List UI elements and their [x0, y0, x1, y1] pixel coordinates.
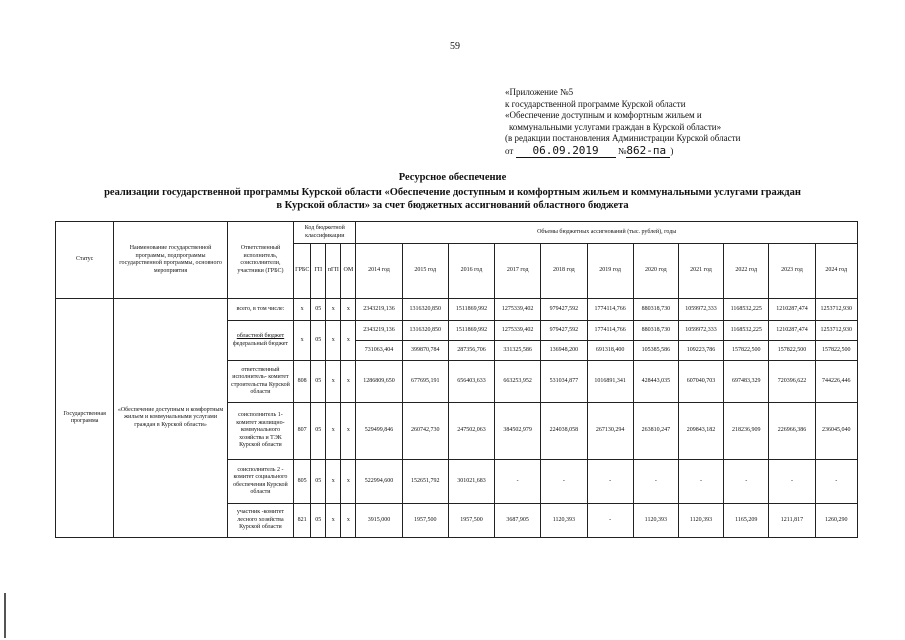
value-cell: - [633, 460, 678, 504]
code-cell: х [341, 460, 356, 504]
value-cell: 157822,500 [724, 341, 769, 361]
value-cell: 1774114,766 [587, 321, 633, 341]
value-cell: 720396,622 [769, 361, 815, 403]
header-codes: Код бюджетной классификации [294, 222, 356, 244]
header-executor: Ответственный исполнитель, соисполнители, участники (ГРБС) [227, 222, 293, 299]
value-cell: - [769, 460, 815, 504]
value-cell: 531034,877 [541, 361, 587, 403]
code-cell: 05 [311, 504, 326, 538]
code-cell: х [341, 361, 356, 403]
value-cell: 1210287,474 [769, 321, 815, 341]
value-cell: 880318,730 [633, 321, 678, 341]
resource-table [55, 221, 858, 538]
header-year: 2019 год [587, 244, 633, 299]
value-cell: 1168532,225 [724, 321, 769, 341]
value-cell: 301021,683 [448, 460, 494, 504]
status-cell: Государственная программа [56, 299, 114, 538]
value-cell: 236045,040 [815, 403, 857, 460]
value-cell: 1253712,930 [815, 299, 857, 321]
table-row [56, 299, 858, 321]
value-cell: 522994,600 [356, 460, 402, 504]
resolution-stamp [505, 145, 673, 158]
page-number: 59 [450, 41, 460, 52]
executor-cell [227, 321, 293, 361]
appendix-line: коммунальными услугами граждан в Курской области» [509, 121, 722, 132]
executor-cell: соисполнитель 2 - комитет социального обеспечения Курской области [227, 460, 293, 504]
value-cell: 1211,817 [769, 504, 815, 538]
value-cell: 731063,404 [356, 341, 402, 361]
value-cell: - [678, 460, 723, 504]
code-cell: 05 [311, 299, 326, 321]
code-cell: х [341, 321, 356, 361]
value-cell: 105385,586 [633, 341, 678, 361]
budget-federal-label: федеральный бюджет [232, 340, 289, 347]
code-cell: 821 [294, 504, 311, 538]
executor-cell: соисполнитель 1- комитет жилищно- коммунального хозяйства и ТЭК Курской области [227, 403, 293, 460]
header-status: Статус [56, 222, 114, 299]
value-cell: 663253,952 [495, 361, 541, 403]
code-cell: х [326, 361, 341, 403]
value-cell: 656403,633 [448, 361, 494, 403]
value-cell: 260742,730 [402, 403, 448, 460]
resolution-number: 862-па [626, 145, 670, 158]
value-cell: 1059972,333 [678, 321, 723, 341]
executor-cell: всего, в том числе: [227, 299, 293, 321]
value-cell: 2343219,136 [356, 299, 402, 321]
value-cell: 226966,386 [769, 403, 815, 460]
header-grbs: ГРБС [294, 244, 311, 299]
value-cell: 287356,706 [448, 341, 494, 361]
header-year: 2016 год [448, 244, 494, 299]
value-cell: 1120,393 [541, 504, 587, 538]
header-volumes: Объемы бюджетных ассигнований (тыс. рублей), годы [356, 222, 858, 244]
appendix-line: к государственной программе Курской области [505, 98, 686, 109]
code-cell: х [326, 321, 341, 361]
value-cell: 1165,209 [724, 504, 769, 538]
value-cell: 1210287,474 [769, 299, 815, 321]
value-cell: - [815, 460, 857, 504]
value-cell: 157822,500 [815, 341, 857, 361]
value-cell: 880318,730 [633, 299, 678, 321]
close-paren: ) [670, 146, 674, 156]
header-pgp: пГП [326, 244, 341, 299]
value-cell: 136948,200 [541, 341, 587, 361]
value-cell: 224038,058 [541, 403, 587, 460]
code-cell: 05 [311, 361, 326, 403]
executor-cell: участник -комитет лесного хозяйства Курской области [227, 504, 293, 538]
header-year: 2014 год [356, 244, 402, 299]
value-cell: 2343219,136 [356, 321, 402, 341]
header-year: 2021 год [678, 244, 723, 299]
value-cell: 1316320,850 [402, 299, 448, 321]
value-cell: 209843,182 [678, 403, 723, 460]
value-cell: 1774114,766 [587, 299, 633, 321]
value-cell: 1120,393 [678, 504, 723, 538]
header-year: 2020 год [633, 244, 678, 299]
value-cell: - [724, 460, 769, 504]
code-cell: х [326, 460, 341, 504]
value-cell: 218236,909 [724, 403, 769, 460]
value-cell: 1511869,992 [448, 299, 494, 321]
header-gp: ГП [311, 244, 326, 299]
value-cell: 1016891,341 [587, 361, 633, 403]
appendix-block [505, 87, 741, 157]
value-cell: 1275339,402 [495, 299, 541, 321]
value-cell: 384502,979 [495, 403, 541, 460]
header-year: 2015 год [402, 244, 448, 299]
resolution-date: 06.09.2019 [516, 145, 616, 158]
value-cell: 263810,247 [633, 403, 678, 460]
value-cell: 529499,846 [356, 403, 402, 460]
value-cell: 1120,393 [633, 504, 678, 538]
value-cell: - [495, 460, 541, 504]
header-year: 2023 год [769, 244, 815, 299]
budget-regional-label: областной бюджет [236, 333, 285, 339]
value-cell: 152651,792 [402, 460, 448, 504]
value-cell: - [587, 504, 633, 538]
value-cell: 979427,592 [541, 299, 587, 321]
code-cell: х [326, 504, 341, 538]
code-cell: х [294, 299, 311, 321]
value-cell: 744226,446 [815, 361, 857, 403]
document-subtitle [30, 186, 875, 212]
program-name-cell: «Обеспечение доступным и комфортным жильем и коммунальными услугами граждан в Курской области» [114, 299, 228, 538]
code-cell: х [294, 321, 311, 361]
value-cell: 157822,500 [769, 341, 815, 361]
value-cell: 3915,000 [356, 504, 402, 538]
value-cell: 1511869,992 [448, 321, 494, 341]
document-title: Ресурсное обеспечение [398, 172, 507, 183]
number-label: № [617, 146, 627, 156]
code-cell: 05 [311, 460, 326, 504]
value-cell: 1316320,850 [402, 321, 448, 341]
value-cell: 607040,703 [678, 361, 723, 403]
value-cell: 267130,294 [587, 403, 633, 460]
from-label: от [505, 146, 514, 156]
code-cell: х [341, 299, 356, 321]
header-name: Наименование государственной программы, подпрограммы государственной программы, основного мероприятия [114, 222, 228, 299]
value-cell: - [541, 460, 587, 504]
appendix-line: «Приложение №5 [505, 87, 574, 97]
value-cell: 677695,191 [402, 361, 448, 403]
header-year: 2024 год [815, 244, 857, 299]
code-cell: х [326, 403, 341, 460]
value-cell: - [587, 460, 633, 504]
header-year: 2022 год [724, 244, 769, 299]
value-cell: 428443,035 [633, 361, 678, 403]
value-cell: 1957,500 [448, 504, 494, 538]
scan-margin-mark [4, 593, 6, 638]
code-cell: 805 [294, 460, 311, 504]
value-cell: 979427,592 [541, 321, 587, 341]
subtitle-line: в Курской области» за счет бюджетных ассигнований областного бюджета [276, 200, 629, 211]
value-cell: 1275339,402 [495, 321, 541, 341]
code-cell: 05 [311, 321, 326, 361]
value-cell: 1260,290 [815, 504, 857, 538]
appendix-line: «Обеспечение доступным и комфортным жильем и [505, 110, 702, 121]
subtitle-line: реализации государственной программы Курской области «Обеспечение доступным и комфортным жильем и коммунальными услугами граждан [104, 187, 801, 198]
code-cell: х [326, 299, 341, 321]
value-cell: 109223,786 [678, 341, 723, 361]
header-year: 2018 год [541, 244, 587, 299]
code-cell: х [341, 403, 356, 460]
value-cell: 1253712,930 [815, 321, 857, 341]
code-cell: 808 [294, 361, 311, 403]
header-year: 2017 год [495, 244, 541, 299]
value-cell: 1957,500 [402, 504, 448, 538]
value-cell: 399870,784 [402, 341, 448, 361]
value-cell: 697483,329 [724, 361, 769, 403]
value-cell: 691318,400 [587, 341, 633, 361]
value-cell: 3687,905 [495, 504, 541, 538]
value-cell: 1059972,333 [678, 299, 723, 321]
code-cell: 807 [294, 403, 311, 460]
value-cell: 247502,063 [448, 403, 494, 460]
value-cell: 331325,586 [495, 341, 541, 361]
code-cell: х [341, 504, 356, 538]
code-cell: 05 [311, 403, 326, 460]
header-om: ОМ [341, 244, 356, 299]
value-cell: 1286809,650 [356, 361, 402, 403]
executor-cell: ответственный исполнитель- комитет строительства Курской области [227, 361, 293, 403]
appendix-line: (в редакции постановления Администрации Курской области [505, 133, 741, 144]
value-cell: 1168532,225 [724, 299, 769, 321]
